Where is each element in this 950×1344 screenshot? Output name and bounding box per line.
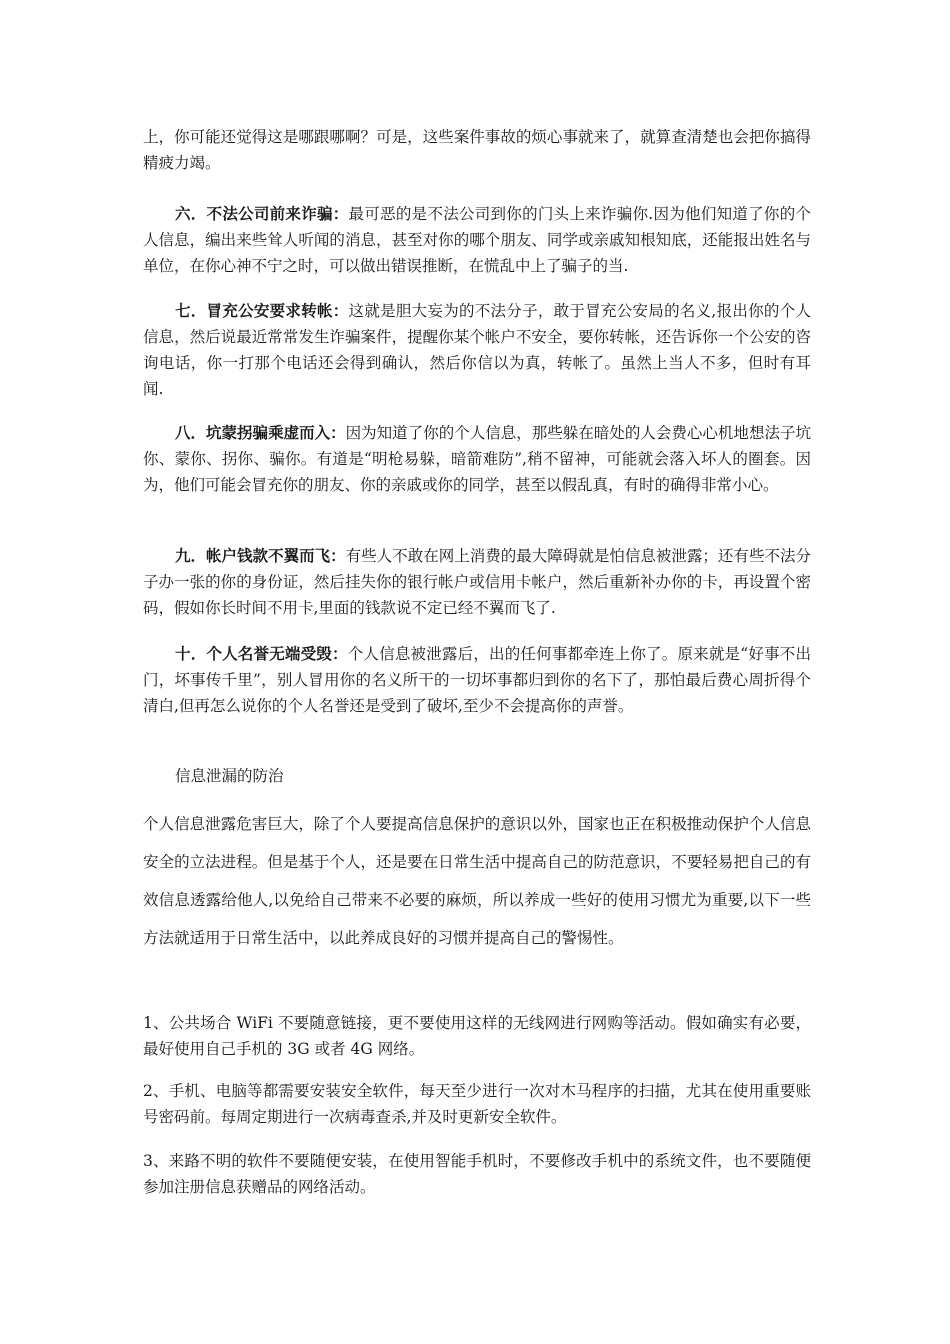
item-9-heading: 九．帐户钱款不翼而飞： bbox=[175, 546, 346, 565]
section-title: 信息泄漏的防治 bbox=[175, 767, 284, 785]
item-7-heading: 七．冒充公安要求转帐： bbox=[175, 301, 349, 320]
item-8-heading: 八．坑蒙拐骗乘虚而入： bbox=[175, 423, 346, 442]
item-7-body: 这就是胆大妄为的不法分子，敢于冒充公安局的名义,报出你的个人信息，然后说最近常常发生诈骗案件，提醒你某个帐户不安全，要你转帐，还告诉你一个公安的咨询电话，你一打那个电话还会得到确认，然后你信以为真，转帐了。虽然上当人不多，但时有耳闻. bbox=[143, 302, 811, 398]
paragraph-item-8 bbox=[143, 420, 811, 498]
item-10-heading: 十．个人名誉无端受毁： bbox=[175, 644, 348, 663]
paragraph-text: 上，你可能还觉得这是哪跟哪啊？可是，这些案件事故的烦心事就来了，就算查清楚也会把你搞得精疲力竭。 bbox=[143, 128, 811, 172]
item-6-heading: 六．不法公司前来诈骗： bbox=[175, 204, 349, 223]
item-9-body: 有些人不敢在网上消费的最大障碍就是怕信息被泄露；还有些不法分子办一张的你的身份证，然后挂失你的银行帐户或信用卡帐户，然后重新补办你的卡，再设置个密码，假如你长时间不用卡,里面的钱款说不定已经不翼而飞了. bbox=[143, 547, 811, 617]
tip-2: 2、手机、电脑等都需要安装安全软件，每天至少进行一次对木马程序的扫描，尤其在使用重要账号密码前。每周定期进行一次病毒查杀,并及时更新安全软件。 bbox=[143, 1082, 811, 1126]
paragraph-item-9 bbox=[143, 543, 811, 621]
paragraph-item-7 bbox=[143, 298, 811, 402]
paragraph-item-6 bbox=[143, 201, 811, 279]
paragraph-continuation bbox=[143, 124, 811, 176]
intro-paragraph: 个人信息泄露危害巨大，除了个人要提高信息保护的意识以外，国家也正在积极推动保护个人信息安全的立法进程。但是基于个人，还是要在日常生活中提高自己的防范意识，不要轻易把自己的有效信息透露给他人,以免给自己带来不必要的麻烦，所以养成一些好的使用习惯尤为重要,以下一些方法就适用于日常生活中，以此养成良好的习惯并提高自己的警惕性。 bbox=[143, 815, 811, 947]
item-6-body: 最可恶的是不法公司到你的门头上来诈骗你.因为他们知道了你的个人信息，编出来些耸人听闻的消息，甚至对你的哪个朋友、同学或亲戚知根知底，还能报出姓名与单位，在你心神不宁之时，可以做出错误推断，在慌乱中上了骗子的当. bbox=[143, 205, 811, 275]
tip-1: 1、公共场合 WiFi 不要随意链接，更不要使用这样的无线网进行网购等活动。假如确实有必要，最好使用自己手机的 3G 或者 4G 网络。 bbox=[143, 1014, 811, 1058]
item-10-body: 个人信息被泄露后，出的任何事都牵连上你了。原来就是“好事不出门，坏事传千里”，别人冒用你的名义所干的一切坏事都归到你的名下了，那怕最后费心周折得个清白,但再怎么说你的个人名誉还是受到了破坏,至少不会提高你的声誉。 bbox=[143, 645, 811, 715]
paragraph-item-10 bbox=[143, 641, 811, 719]
item-8-body: 因为知道了你的个人信息，那些躲在暗处的人会费心心机地想法子坑你、蒙你、拐你、骗你。有道是“明枪易躲，暗箭难防”,稍不留神，可能就会落入坏人的圈套。因为，他们可能会冒充你的朋友、你的亲戚或你的同学，甚至以假乱真，有时的确得非常小心。 bbox=[143, 424, 811, 494]
tip-3: 3、来路不明的软件不要随便安装，在使用智能手机时，不要修改手机中的系统文件，也不要随便参加注册信息获赠品的网络活动。 bbox=[143, 1152, 811, 1196]
